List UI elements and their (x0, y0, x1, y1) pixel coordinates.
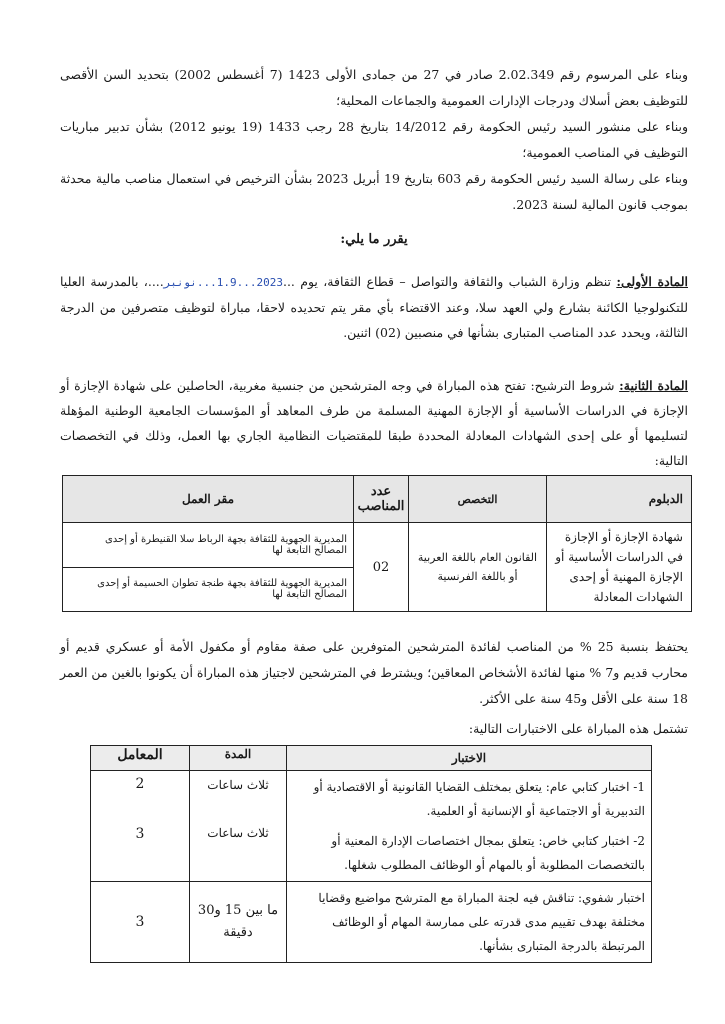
coefficient-cell: 3 (91, 882, 190, 963)
count-cell: 02 (354, 523, 409, 612)
specialties-table (62, 475, 692, 612)
exam-description: 2- اختبار كتابي خاص: يتعلق بمجال اختصاصات الإدارة المعنية أو بالتخصصات المطلوبة أو بالمهام أو الوظائف المطلوب شغلها. (331, 834, 645, 872)
duration-cell: ما بين 15 و30 دقيقة (190, 882, 287, 963)
location-cell: المديرية الجهوية للثقافة بجهة الرباط سلا القنيطرة أو إحدى المصالح التابعة لها (63, 523, 354, 568)
article-2 (60, 373, 688, 473)
article-1-title: المادة الأولى: (616, 274, 688, 289)
date-stamp: 2023...1.9...نونبر (163, 276, 283, 289)
coefficient-value: 2 (135, 776, 145, 792)
diploma-cell: شهادة الإجازة أو الإجازة في الدراسات الأساسية أو الإجازة المهنية أو إحدى الشهادات المعادلة (547, 523, 692, 612)
exam-intro: تشتمل هذه المباراة على الاختبارات التالية: (468, 721, 688, 736)
preamble-paragraph: وبناء على المرسوم رقم 2.02.349 صادر في 27 من جمادى الأولى 1423 (7 أغسطس 2002) بتحديد السن الأقصى للتوظيف بعض أسلاك ودرجات الإدارات العمومية والجماعات المحلية؛ (60, 67, 688, 108)
preamble-paragraph: وبناء على رسالة السيد رئيس الحكومة رقم 603 بتاريخ 19 أبريل 2023 بشأن الترخيص في استعمال مناصب مالية محدثة بموجب قانون المالية لسنة 2023. (60, 171, 688, 212)
exam-description: 1- اختبار كتابي عام: يتعلق بمختلف القضايا القانونية أو الاقتصادية أو التدبيرية أو الاجتماعية أو الإنسانية أو العلمية. (313, 780, 645, 818)
header-coefficient: المعامل (91, 746, 190, 771)
table-header-row (63, 476, 692, 523)
article-2-title: المادة الثانية: (619, 378, 688, 393)
table-header-row (91, 746, 652, 771)
header-specialty: التخصص (409, 476, 547, 523)
coefficient-cell (91, 771, 190, 882)
header-duration: المدة (190, 746, 287, 771)
duration-cell (190, 771, 287, 882)
quota-section (60, 634, 688, 712)
exam-cell (287, 771, 652, 882)
preamble-paragraph: وبناء على منشور السيد رئيس الحكومة رقم 14/2012 بتاريخ 28 رجب 1433 (19 يونيو 2012) بشأن تدبير مباريات التوظيف في المناصب العمومية؛ (60, 119, 688, 160)
header-location: مقر العمل (63, 476, 354, 523)
article-1 (60, 269, 688, 345)
quota-paragraph: يحتفظ بنسبة 25 % من المناصب لفائدة المترشحين المتوفرين على صفة مقاوم أو مكفول الأمة أو عسكري قديم أو محارب قديم و7 % منها لفائدة الأشخاص المعاقين؛ ويشترط في المترشحين لاجتياز هذه المباراة أن يكونوا بالغين من العمر 18 سنة على الأقل و45 سنة على الأكثر. (60, 639, 688, 706)
exam-cell: اختبار شفوي: تناقش فيه لجنة المباراة مع المترشح مواضيع وقضايا مختلفة بهدف تقييم مدى قدرته على ممارسة المهام أو الوظائف المرتبطة بالدرجة المتبارى بشأنها. (287, 882, 652, 963)
article-1-text-after: ....، بالمدرسة العليا للتكنولوجيا الكائنة بشارع ولي العهد سلا، وعند الاقتضاء بأي مقر يتم تحديده لاحقا، مباراة لتوظيف متصرفين من الدرجة الثالثة، ويحدد عدد المناصب المتبارى بشأنها في منصبين (02) اثنين. (60, 274, 688, 340)
article-2-text: شروط الترشيح: تفتح هذه المباراة في وجه المترشحين من جنسية مغربية، الحاصلين على شهادة الإجازة أو الإجازة في الدراسات الأساسية أو الإجازة المهنية المسلمة من طرف المعاهد أو المؤسسات الجامعية الوطنية المؤهلة لتسليمها أو على إحدى الشهادات المعادلة المحددة طبقا للمقتضيات النظامية الجاري بها العمل، وذلك في التخصصات التالية: (60, 378, 688, 468)
table-row (91, 771, 652, 882)
duration-value: ثلاث ساعات (207, 826, 269, 840)
specialty-line: القانون العام باللغة العربية (417, 551, 538, 564)
specialty-line: أو باللغة الفرنسية (437, 570, 518, 583)
header-count: عدد المناصب (354, 476, 409, 523)
document-page (60, 62, 688, 963)
table-row (63, 523, 692, 568)
decision-heading: يقرر ما يلي: (340, 232, 408, 247)
duration-value: ثلاث ساعات (207, 778, 269, 792)
coefficient-value: 3 (135, 826, 145, 842)
table-row (91, 882, 652, 963)
location-cell: المديرية الجهوية للثقافة بجهة طنجة تطوان الحسيمة أو إحدى المصالح التابعة لها (63, 567, 354, 612)
article-1-text-before: تنظم وزارة الشباب والثقافة والتواصل – قطاع الثقافة، يوم ... (282, 274, 617, 289)
exams-table (90, 745, 652, 963)
specialty-cell (409, 523, 547, 612)
header-exam: الاختبار (287, 746, 652, 771)
header-diploma: الدبلوم (547, 476, 692, 523)
preamble (60, 62, 688, 218)
